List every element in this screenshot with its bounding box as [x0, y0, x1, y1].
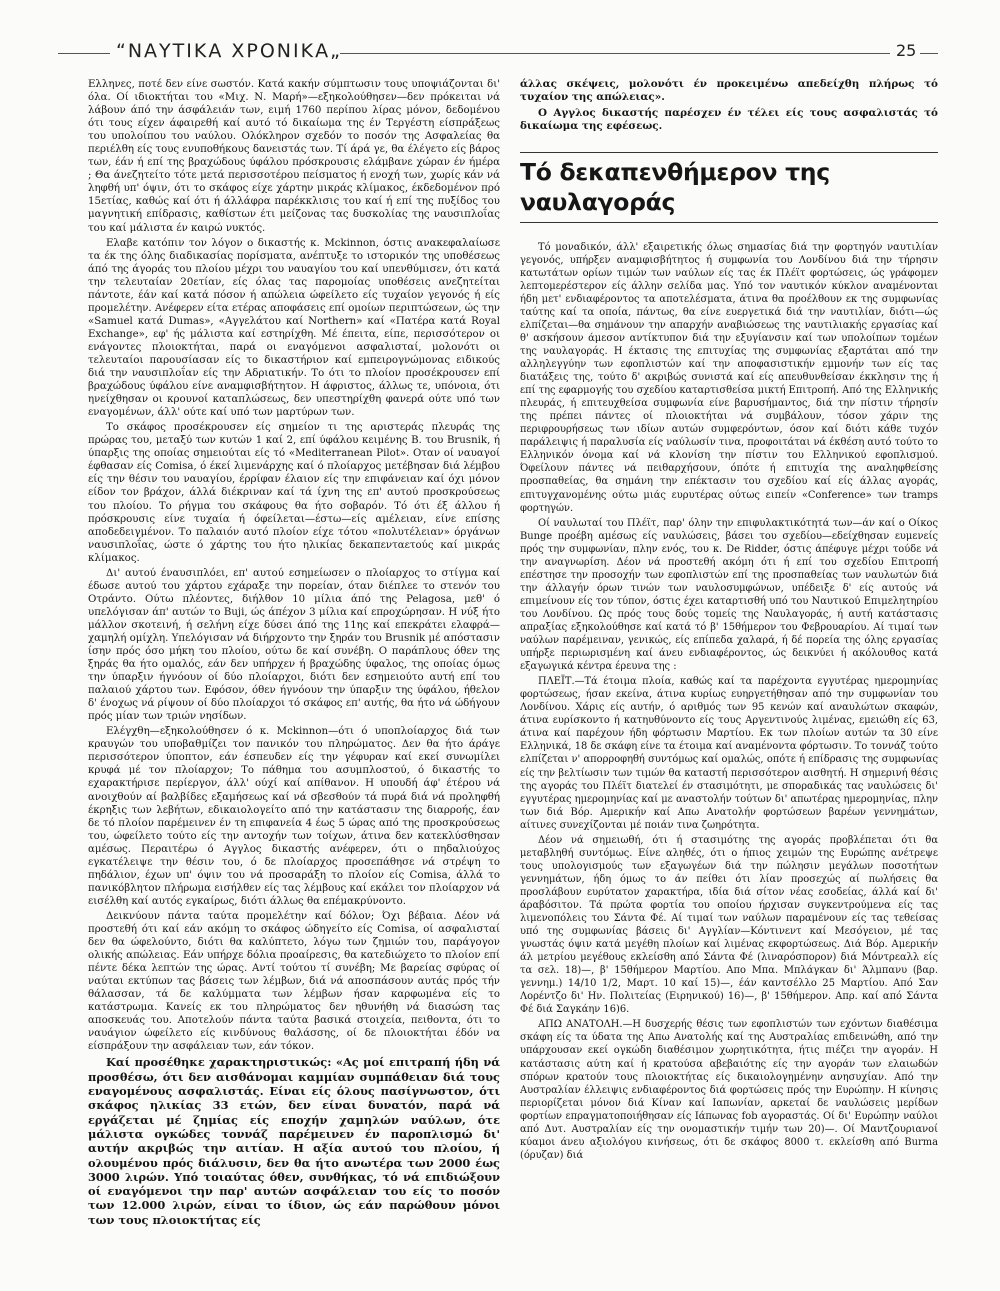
- left-column: [88, 78, 500, 1227]
- paragraph: Δι' αυτού έναυσιπλόει, επ' αυτού εσημείωσεν ο πλοίαρχος το στίγμα καί έδωσε αυτού του χάρτου εχάραξε την πορείαν, όταν διέπλεε το στενόν του Οτράντο. Ούτω πλέοντες, διήλθον 10 μίλια άπό της Pelagosa, μεθ' ό υπελόγισαν άπ' αυτών το Buji, ώς άπέχον 3 μίλια καί επροχώρησαν. Η νύξ ήτο μάλλον σκοτεινή, ή σελήνη είχε δύσει άπό της 11ης καί επεκράτει ελαφρά—χαμηλή ομίχλη. Υπελόγισαν νά διήρχοντο την ξηράν του Brusnik μέ απόστασιν ίσην πρός όσο μήκη του πλοίου, ούτω δε καί συνέβη. Ο παράπλους όθεν της ξηράς θα ήτο ομαλός, εάν δεν υπήρχεν ή βραχώδης ύφαλος, της οποίας όμως την ύπαρξιν ήγνόουν οί δύο πλοίαρχοι, διότι δεν εσημειούτο αυτή επί του παλαιού χάρτου των. Εφόσον, όθεν ήγνόουν την ύπαρξιν της ύφάλου, ήθελον δ' ένοχως νά ρίψουν οί δύο πλοίαρχοι τό σκάφος επ' αυτής, θα ήτο νά ώδήγουν πρός μίαν των τριών νησίδων.: [88, 567, 500, 723]
- paragraph: Οί ναυλωταί του Πλέϊτ, παρ' όλην την επιφυλακτικότητά των—άν καί ο Οίκος Bunge προέβη αμέσως είς ναυλώσεις, βάσει του σχεδίου—εδείχθησαν ευμενείς πρός την συμφωνίαν, πλην ενός, του κ. De Ridder, όστις άπέφυγε μέχρι τούδε νά την αναγνωρίση. Δέον νά προστεθή ακόμη ότι ή επί του σχεδίου Επιτροπή επέστησε την προσοχήν των εφοπλιστών επί της προσπαθείας των ναυλωτών διά την άλλαγήν όρων τινών των ναυλοσυμφώνων, υπέδειξε δ' είς αυτούς νά επιμείνουν είς τον τύπον, όστις έχει καταρτισθή υπό του Ναυτικού Επιμελητηρίου του Λονδίνου. Ως πρός τους δούς τομείς της Ναυλαγοράς, ή αυτή κατάστασις απραξίας εξηκολούθησε καί κατά τό β' 15θήμερον του Φεβρουαρίου. Αί τιμαί των ναύλων παρέμειναν, γενικώς, είς επίπεδα χαλαρά, ή δέ πορεία της όλης εργασίας υπήρξε περιωρισμένη καί άνευ ενδιαφέροντος, ώς δεικνύει ή ακόλουθος κατά εξαγωγικά κέντρα έρευνα της :: [520, 517, 938, 673]
- page-header: [58, 38, 938, 70]
- paragraph: Τό μοναδικόν, άλλ' εξαιρετικής όλως σημασίας διά την φορτηγόν ναυτιλίαν γεγονός, υπήρξεν αναμφισβήτητος ή συμφωνία του Λονδίνου διά την τήρησιν κατωτάτων ορίων τιμών των ναύλων είς τας έκ Πλέϊτ φορτώσεις, ώς γράφομεν λεπτομερέστερον είς άλλην σελίδα μας. Υπό τον ναυτικόν κύκλον αναμένονται ήδη μετ' ενδιαφέροντος τα αποτελέσματα, άτινα θα προέλθουν εκ της συμφωνίας ταύτης καί τα οποία, πάντως, θα είνε ευεργετικά διά την ναυτιλίαν, διότι—ώς ελπίζεται—θα σημάνουν την απαρχήν αναβιώσεως της ναυτιλιακής εργασίας καί θ' ασκήσουν άμεσον αντίκτυπον διά την εξυγίανσιν καί των υπολοίπων τομέων της ναυλαγοράς. Η έκτασις της επιτυχίας της συμφωνίας εξαρτάται από την αλληλεγγύην των εφοπλιστών καί την αποφασιστικήν εμμονήν των είς τας διατάξεις της, τούτο δ' ακριβώς συνιστά καί είς απευθυνθείσαν έκκλησιν της ή επί της εφαρμογής του σχεδίου καταρτισθείσα μικτή Επιτροπή. Από της Ελληνικής πλευράς, ή επιτευχθείσα συμφωνία είνε βαρυσήμαντος, διά την πίστιν τήρησίν της πρέπει πάντες οί πλοιοκτήται νά συμβάλουν, τόσον χάριν της περιφρουρήσεως των ιδίων αυτών συμφερόντων, όσον καί διότι κάθε τυχόν παράλειψις ή παραλυσία είς ναύλωσίν τινα, προφοιτάται νά έκθέση αυτό τούτο το Ελληνικόν όνομα καί νά κλονίση την πίστιν του Ελληνικού εφοπλισμού. Όφείλουν πάντες νά πειθαρχήσουν, όπότε ή επιτυχία της αναληφθείσης προσπαθείας, θα σημάνη την επέκτασιν του σχεδίου καί είς άλλας αγοράς, επιτυγχανομένης ούτω μιάς ευρυτέρας ούτως ειπείν «Conference» των tramps φορτηγών.: [520, 241, 939, 514]
- paragraph: ΑΠΩ ΑΝΑΤΟΛΗ.—Η δυσχερής θέσις των εφοπλιστών των εχόντων διαθέσιμα σκάφη είς τα ύδατα της Απω Ανατολής καί της Αυστραλίας επιδεινώθη, από την υπάρχουσαν εκεί ογκώδη διαθέσιμον χωρητικότητα, ήτις πιέζει την αγοράν. Η κατάστασις αύτη καί ή κρατούσα αβεβαιότης είς την αγοράν των ελαιωδών σπόρων κρατούν τους πλοιοκτήτας είς δικαιολογημένην ανησυχίαν. Από την Αυστραλίαν έλλειψις ενδιαφέροντος διά φορτώσεις πρός την Ευρώπην. Η κίνησις περιορίζεται μόνον διά Κίναν καί Ιαπωνίαν, αρκεταί δε ναυλώσεις μερίδων φορτίων επραγματοποιήθησαν είς Ιάπωνας fob αγοραστάς. Οί δι' Ευρώπην ναύλοι από Δυτ. Αυστραλίαν είς την ονομαστικήν τιμήν των 20)—. Οί Μαντζουριανοί κύαμοι άνευ αξιολόγου κινήσεως, ότι δε σκάφος 8000 τ. εκλείσθη από Burma (όρυζαν) διά: [520, 1019, 938, 1161]
- paragraph: Ελαβε κατόπιν τον λόγον ο δικαστής κ. Mckinnon, όστις ανακεφαλαίωσε τα έκ της όλης διαδικασίας πορίσματα, ανέπτυξε το ιστορικόν της υποθέσεως άπό της άγοράς του πλοίου μέχρι του ναυαγίου του καί υπενθύμισεν, ότι κατά την τελευταίαν 20ετίαν, είς όλας τας παρομοίας υποθέσεις ανεζητείται πάντοτε, έάν καί κατά πόσον ή απώλεια ώφείλετο είς τυχαίον γεγονός ή είς προμελέτην. Ανέφερεν είτα ετέρας αποφάσεις επί ομοίων περιπτώσεων, ώς την «Samuel κατά Dumas», «Αγγελάτου καί Northern» καί «Πατέρα κατά Royal Exchange», εφ' ής μάλιστα καί εστηρίχθη. Μέ έπειτα, είπε, περισσότερον οι ενάγοντες πλοιοκτήται, παρά οι εναγόμενοι ασφαλισταί, μολονότι οι τελευταίοι παρουσίασαν είς το δικαστήριον καί εμπειρογνώμονας ειδικούς διά την ναυσιπλοΐαν είς την Αδριατικήν. Το ότι το πλοίον προσέκρουσεν επί βραχώδους ύφάλου είνε αναμφισβήτητον. Η άφριστος, άλλως τε, υπόνοια, ότι ηνείχθησαν οι κρουνοί καταπλώσεως, δεν υπεστηρίχθη φανερά ούτε υπό των εναγομένων, άλλ' ούτε καί υπό των μαρτύρων των.: [88, 237, 500, 419]
- paragraph: Ελέγχθη—εξηκολούθησεν ό κ. Mckinnon—ότι ό υποπλοίαρχος διά των κραυγών του υποβαθμίζει τον πανικόν του πληρώματος. Δεν θα ήτο άράγε περισσότερον ύποπτον, εάν έσπευδεν είς την γέφυραν καί εκεί συνωμίλει κρυφά μέ τον πλοίαρχον; Το πάθημα του ασυμπλοστού, ό δικαστής το εχαρακτήρισε περίεργον, άλλ' ούχί καί απίθανον. Η υπουδή άφ' έτέρου νά ανοιχθούν αί βαλβίδες εξαμήσεως καί νά σβεσθούν τά πυρά διά νά προληφθή έκρηξις των λεβήτων, εδικαιολογείτο από την κατάστασιν της διαρροής, έαν δε τό πλοίον παρέμεινεν έν τη επιφανεία 4 έως 5 ώρας από της προσκρούσεως του, ώφείλετο τούτο είς την αντοχήν των τοίχων, άτινα δεν κατεκλύσθησαν αμέσως. Περαιτέρω ό Αγγλος δικαστής ανέφερεν, ότι ο πηδαλιούχος εγκατέλειψε την θέσιν του, ό δε πλοίαρχος προσεπάθησε νά στρέψη το πηδάλιον, έχων υπ' όψιν του νά προσαράξη το πλοίον είς Comisa, άλλά το πανικόβλητον πλήρωμα εισήλθεν είς τας λέμβους καί εκάλει τον πλοίαρχον νά εισέλθη καί αυτός εγκαίρως, διότι άλλως θα επέμακρύνοντο.: [88, 726, 500, 907]
- header-rule-left: [58, 53, 110, 54]
- page-number: 25: [896, 41, 917, 60]
- section-title: Τό δεκαπενθήμερον της ναυλαγοράς: [520, 152, 938, 223]
- header-rule-middle: [340, 53, 890, 54]
- right-column: [520, 78, 938, 1162]
- paragraph: Το σκάφος προσέκρουσεν είς σημείον τι της αριστεράς πλευράς της πρώρας του, μεταξύ των κυτών 1 καί 2, επί ύφάλου κειμένης Β. του Brusnik, ή ύπαρξις της οποίας σημειούται είς τό «Mediterranean Pilot». Οταν οί ναυαγοί έφθασαν είς Comisa, ό έκεί λιμενάρχης καί ό πλοίαρχος μετέβησαν διά λέμβου είς την θέσιν του ναυαγίου, έρρίφαν έλαιον είς την επιφάνειαν καί όχι μόνον είδον τον βράχον, άλλά διέκριναν καί τά ίχνη της επ' αυτού προσκρούσεως του πλοίου. Το ρήγμα του σκάφους θα ήτο σοβαρόν. Τό ότι έξ άλλου ή πρόσκρουσις είνε τυχαία ή όφείλεται—έστω—είς αμέλειαν, είνε επίσης αποδεδειγμένον. Το παλαιόν αυτό πλοίον είχε τότου «πολυτέλειαν» όργάνων ναυσιπλοΐας, ώστε ό χάρτης του ήτο ηλικίας δεκαπενταετούς καί μικράς κλίμακος.: [88, 422, 500, 564]
- intro-paragraph: Ο Αγγλος δικαστής παρέσχεν έν τέλει είς τους ασφαλιστάς τό δικαίωμα της εφέσεως.: [520, 106, 938, 133]
- paragraph: Ελληνες, ποτέ δεν είνε σωστόν. Κατά κακήν σύμπτωσιν τους υποψιάζονται δι' όλα. Οί ιδιοκτήται του «Μιχ. Ν. Μαρή»—εξηκολούθησεν—δεν πρόκειται νά λάβουν άπό την άσφάλειάν των, ειμή 1760 περίπου λίρας μόνον, δεδομένου ότι τους είχεν άφαιρεθή καί αυτό τό δικαίωμα της έν Τεργέστη είσπράξεως του υπολοίπου του ναύλου. Ολόκληρον σχεδόν το ποσόν της Ασφαλείας θα περιέλθη είς τους ενυποθήκους δανειστάς των. Τί άρά γε, θα έλέγετο είς βάρος των, έάν ή επί της βραχώδους ύφάλου πρόσκρουσις ελάμβανε χώραν έν ήμέρα ; Θα άνεζητείτο τότε μετά περισσοτέρου πείσματος ή ενοχή των, χωρίς κάν νά ληφθή υπ' όψιν, ότι το σκάφος είχε χάρτην μικράς κλίμακος, έκδεδομένον πρό 15ετίας, καθώς καί ότι ή άλλάφρα παρέκκλισις του καί ή επί της πυξίδος του μαγνητική επίδρασις, καθίστων έτι μείζονας τας δυσκολίας της ναυσιπλοΐας του καί μάλιστα έν καιρώ νυκτός.: [88, 79, 500, 234]
- paragraph: Δέον νά σημειωθή, ότι ή στασιμότης της αγοράς προβλέπεται ότι θα μεταβληθή συντόμως. Είνε αληθές, ότι ο ήπιος χειμών της Ευρώπης ανέτρεψε τους υπολογισμούς των εξαγωγέων διά την πώλησιν μεγάλων ποσοτήτων γεννημάτων, ήδη όμως το άν πείθει ότι λίαν προσεχώς αί πωλήσεις θα προσλάβουν ευρύτατον χαρακτήρα, ιδία διά σίτον νέας εσοδείας, άλλά καί δι' άραβόσιτον. Τά πρώτα φορτία του οποίου ήρχισαν συγκεντρούμενα είς τας λιμενοπόλεις του Σάντα Φέ. Αί τιμαί των ναύλων παραμένουν είς τας τεθείσας υπό της συμφωνίας βάσεις δι' Αγγλίαν—Κόντινεντ καί Μεσόγειον, μέ τας γνωστάς όψιν κατά μεγέθη πλοίων καί λιμένας εκφορτώσεως. Διά Βόρ. Αμερικήν άλ μετρίου μεγέθους εκλείσθη από Σάντα Φέ (λιναρόσπορον) διά Μόντρεαλλ είς τα σελ. 18)—, β' 15θήμερον Μαρτίου. Απο Μπα. Μπλάγκαν δι' Άλμπανυ (βαρ. γεννημ.) 14/10 1/2, Μαρτ. 10 καί 15)—, έάν καντσέλλο 25 Μαρτίου. Από Σαν Λορέντζο δι' Ην. Πολιτείας (Ειρηνικού) 16)—, β' 15θήμερον. Απρ. καί από Σάντα Φέ διά Σαγκάην 16)6.: [520, 834, 938, 1016]
- paragraph: Δεικνύουν πάντα ταύτα προμελέτην καί δόλον; Όχι βέβαια. Δέον νά προστεθή ότι καί εάν ακόμη το σκάφος ώδηγείτο είς Comisa, οί ασφαλισταί δεν θα ώφελούντο, διότι θα καλύπτετο, λόγω των ζημιών του, παράγογον ολικής απώλειας. Εάν υπήρχε δόλια προαίρεσις, θα κατεδιώχετο το πλοίον επί πέντε δέκα λεπτών της ώρας. Αντί τούτου τί συνέβη; Με βαρείας σφύρας οί ναύται εκτύπων τας βάσεις των λέμβων, διά νά αποσπάσουν αυτάς πρός τήν θάλασσαν, τά δε καλύμματα των λέμβων ήσαν καρφωμένα είς το κατάστρωμα. Κανείς εκ του πληρώματος δεν ηθυνήθη νά διασώση τας αποσκευάς του. Αποτελούν πάντα ταύτα βασικά στοιχεία, πειθοντα, ότι το ναυάγιον ώφείλετο είς κινδύνους θαλάσσης, οί δε πλοιοκτήται έδόν να είσπράξουν την ασφάλειαν των, εάν τόκον.: [88, 910, 500, 1053]
- header-rule-right: [920, 53, 938, 54]
- journal-title: “ΝΑΥΤΙΚΑ ΧΡΟΝΙΚΑ„: [116, 40, 342, 62]
- paragraph-emphasized: Καί προσέθηκε χαρακτηριστικώς: «Ας μοί επιτραπή ήδη νά προσθέσω, ότι δεν αισθάνομαι καμμίαν συμπάθειαν διά τους εναγομένους ασφαλιστάς. Είναι είς όλους πασίγνωστον, ότι σκάφος ηλικίας 33 ετών, δεν είναι δυνατόν, παρά νά εργάζεται μέ ζημίας είς εποχήν χαμηλών ναύλων, ότε μάλιστα ογκώδες τοννάζ παρέμεινεν έν παροπλισμώ δι' αυτήν ακριβώς την αιτίαν. Η αξία αυτού του πλοίου, ή ολουμένου πρός διάλυσιν, δεν θα ήτο ανωτέρα των 2000 έως 3000 λιρών. Υπό τοιαύτας όθεν, συνθήκας, τό νά επιδιώξουν οί εναγόμενοι την παρ' αυτών ασφάλειαν του είς το ποσόν των 12.000 λιρών, είναι το ίδιον, ώς εάν παρώθουν μόνοι των τους πλοιοκτήτας είς: [88, 1055, 500, 1227]
- paragraph: ΠΛΕΪΤ.—Τά έτοιμα πλοία, καθώς καί τα παρέχοντα εγγυτέρας ημερομηνίας φορτώσεως, ήσαν εκείνα, άτινα κυρίως ευηργετήθησαν από την συμφωνίαν του Λονδίνου. Χάρις είς αυτήν, ό αριθμός των 95 κενών καί αναυλώτων σκαφών, άτινα ευρίσκοντο ή κατηυθύνοντο είς τους Αργεντινούς λιμένας, εμειώθη είς 63, άτινα καί παρέχουν ήδη φόρτωσιν Μαρτίου. Εκ των πλοίων αυτών τα 30 είνε Ελληνικά, 18 δε σκάφη είνε τα έτοιμα καί αναμένοντα φόρτωσιν. Το τοννάζ τούτο ελπίζεται ν' απορροφηθή συντόμως καί ομαλώς, οπότε ή επίδρασις της συμφωνίας είς την βελτίωσιν των τιμών θα καταστή περισσότερον αισθητή. Η σημερινή θέσις της αγοράς του Πλέϊτ διατελεί έν στασιμότητι, με σποραδικάς τας ναυλώσεις δι' εγγυτέρας ημερομηνίας καί με αναστολήν τούτων δι' απωτέρας ημερομηνίας, πλην των διά Βόρ. Αμερικήν καί Απω Ανατολήν φορτώσεων βαρέων γεννημάτων, αίτινες συνεχίζονται μέ ποιάν τινα ζωηρότητα.: [520, 676, 938, 831]
- intro-paragraph: άλλας σκέψεις, μολονότι έν προκειμένω απεδείχθη πλήρως τό τυχαίον της απώλειας».: [520, 78, 938, 104]
